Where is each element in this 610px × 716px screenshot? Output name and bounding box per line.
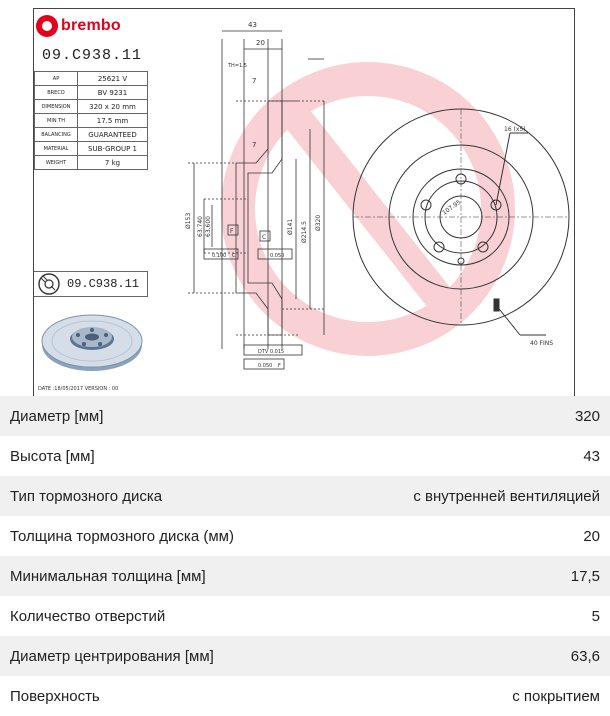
spec-value: GUARANTEED <box>78 128 148 142</box>
dim-7-mid: 7 <box>252 141 257 149</box>
dim-thickness: 20 <box>256 39 265 47</box>
brembo-watermark <box>238 79 498 339</box>
part-number-title: 09.C938.11 <box>41 47 142 64</box>
dtv-tolerance: DTV 0.015 <box>258 349 285 355</box>
property-row <box>0 556 610 596</box>
spec-value: SUB-GROUP 1 <box>78 142 148 156</box>
cad-drawing <box>148 9 576 399</box>
tolerance-3: 0.050 <box>258 363 273 369</box>
spec-value: 17.5 mm <box>78 114 148 128</box>
technical-drawing <box>33 8 575 398</box>
datum-c: C <box>262 234 267 241</box>
property-row <box>0 516 610 556</box>
dim-height: 43 <box>248 21 257 29</box>
spec-key: MATERIAL <box>35 142 78 156</box>
dim-d320: Ø320 <box>315 214 322 231</box>
disc-photo <box>38 305 146 375</box>
tolerance-1: 0.100 <box>212 253 227 259</box>
spec-key: WEIGHT <box>35 156 78 170</box>
property-label: Толщина тормозного диска (мм) <box>10 527 234 545</box>
property-row <box>0 396 610 436</box>
spec-key: BRECO <box>35 86 78 100</box>
pcd-label: 107.95 <box>441 198 463 217</box>
part-number-label: 09.C938.11 <box>67 277 140 291</box>
datum-f: F <box>230 228 234 235</box>
fins-label: 40 FINS <box>530 340 554 347</box>
property-label: Поверхность <box>10 687 100 705</box>
property-row <box>0 676 610 716</box>
brembo-logo <box>36 11 148 41</box>
brand-name: brembo <box>61 17 121 34</box>
spec-key: DIMENSION <box>35 100 78 114</box>
spec-key: MIN TH <box>35 114 78 128</box>
disc-type-icon <box>37 272 61 296</box>
dim-th: TH=1.5 <box>228 63 247 69</box>
dim-d63600: 63.600 <box>205 216 212 237</box>
spec-row <box>35 156 148 170</box>
spec-row <box>35 114 148 128</box>
holes-label: 16 (x5) <box>504 126 526 133</box>
dim-d63740: 63.740 <box>197 216 204 237</box>
tolerance-3-ref: F <box>278 363 281 369</box>
property-label: Тип тормозного диска <box>10 487 163 505</box>
brembo-logo-icon <box>36 15 58 37</box>
property-label: Диаметр центрирования [мм] <box>10 647 214 665</box>
property-row <box>0 436 610 476</box>
property-value: 5 <box>591 607 600 625</box>
spec-value: BV 9231 <box>78 86 148 100</box>
tolerance-2: 0.050 <box>270 253 285 259</box>
spec-value: 320 x 20 mm <box>78 100 148 114</box>
spec-value: 7 kg <box>78 156 148 170</box>
tolerance-1-ref: C <box>232 253 236 259</box>
part-number-box <box>34 271 148 297</box>
spec-table <box>34 71 148 170</box>
spec-row <box>35 86 148 100</box>
spec-key: AP <box>35 72 78 86</box>
properties-list <box>0 396 610 716</box>
property-label: Количество отверстий <box>10 607 166 625</box>
date-version: DATE :18/05/2017 VERSION : 00 <box>38 386 119 392</box>
property-row <box>0 596 610 636</box>
spec-row <box>35 142 148 156</box>
dim-d153: Ø153 <box>185 212 192 229</box>
dim-d141: Ø141 <box>287 218 294 235</box>
property-label: Высота [мм] <box>10 447 95 465</box>
property-label: Диаметр [мм] <box>10 407 104 425</box>
dim-d214: Ø214.5 <box>301 221 308 243</box>
spec-value: 25621 V <box>78 72 148 86</box>
property-row <box>0 476 610 516</box>
dim-7-top: 7 <box>252 77 257 85</box>
spec-row <box>35 100 148 114</box>
property-value: 320 <box>574 407 600 425</box>
property-value: с внутренней вентиляцией <box>413 487 600 505</box>
spec-row <box>35 72 148 86</box>
property-value: 17,5 <box>570 567 600 585</box>
spec-row <box>35 128 148 142</box>
property-value: с покрытием <box>512 687 600 705</box>
property-value: 63,6 <box>570 647 600 665</box>
property-label: Минимальная толщина [мм] <box>10 567 206 585</box>
property-value: 43 <box>583 447 600 465</box>
spec-key: BALANCING <box>35 128 78 142</box>
property-row <box>0 636 610 676</box>
property-value: 20 <box>583 527 600 545</box>
